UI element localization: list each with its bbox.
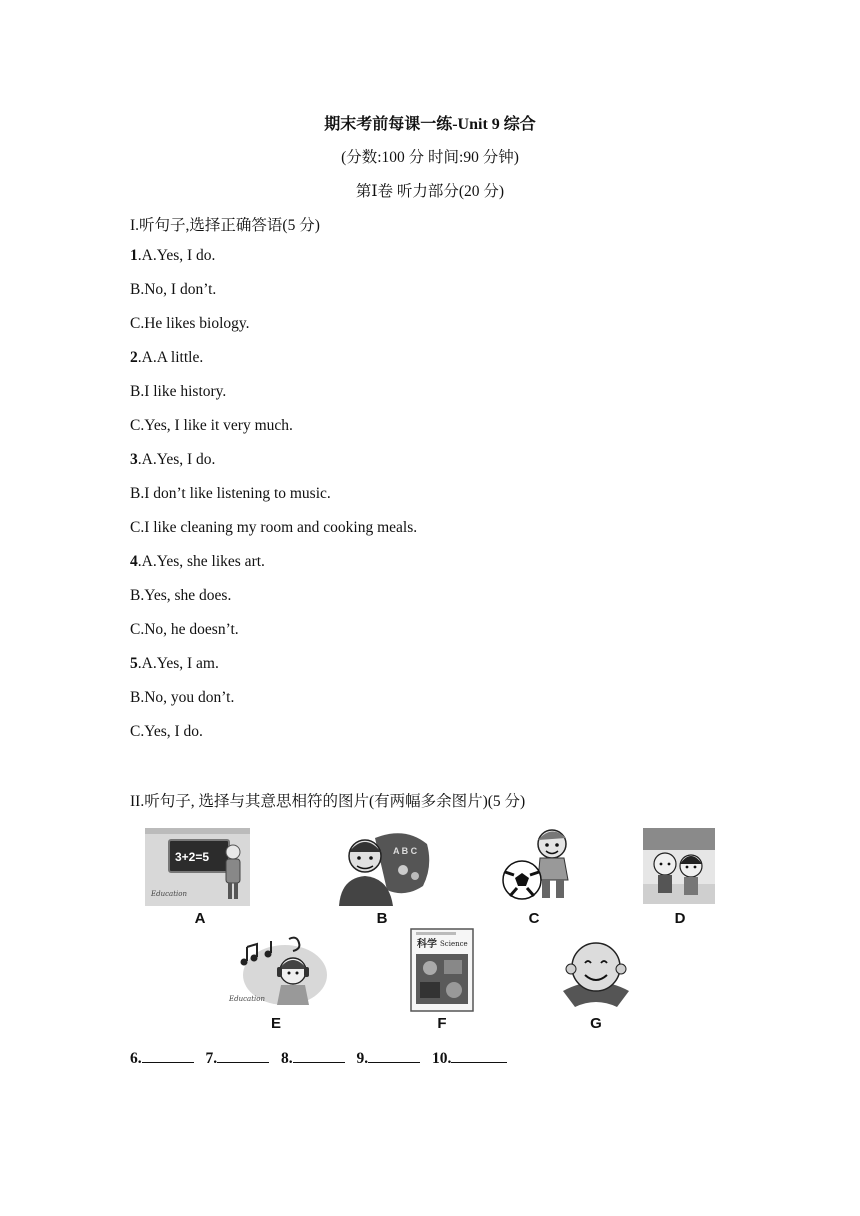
blackboard-text: 3+2=5 <box>175 850 210 864</box>
picture-g-smiling-child <box>557 933 635 1011</box>
question-1-option-a <box>130 247 215 265</box>
question-1-option-c: C.He likes biology. <box>130 315 250 332</box>
question-4-option-b: B.Yes, she does. <box>130 587 232 604</box>
question-4-option-a <box>130 553 265 571</box>
cover-title-cn: 科学 <box>417 939 437 950</box>
question-number: 1 <box>130 247 138 264</box>
publisher-mark: Education <box>151 890 187 898</box>
answer-9-label: 9. <box>356 1050 369 1067</box>
question-5-option-a <box>130 655 219 673</box>
answer-9-blank[interactable] <box>368 1048 420 1063</box>
picture-a-teacher-blackboard <box>145 828 250 906</box>
question-3-option-a <box>130 451 215 469</box>
publisher-mark: Education <box>229 995 265 1003</box>
picture-f-science-book <box>410 928 474 1012</box>
answer-7-label: 7. <box>205 1050 218 1067</box>
answer-8-blank[interactable] <box>293 1048 345 1063</box>
answer-7-blank[interactable] <box>217 1048 269 1063</box>
question-5-option-b: B.No, you don’t. <box>130 689 235 706</box>
part-heading: 第Ⅰ卷 听力部分(20 分) <box>355 183 505 200</box>
answer-blanks <box>130 1048 515 1068</box>
question-number: 4 <box>130 553 138 570</box>
picture-c-boy-soccer <box>500 824 584 904</box>
option-text: .A.Yes, she likes art. <box>137 553 265 570</box>
section2-heading: II.听句子, 选择与其意思相符的图片(有两幅多余图片)(5 分) <box>130 793 526 810</box>
picture-d-two-children <box>643 828 715 904</box>
question-number: 3 <box>130 451 138 468</box>
answer-6-blank[interactable] <box>142 1048 194 1063</box>
answer-10-label: 10. <box>432 1050 452 1067</box>
cover-title-en: Science <box>440 940 468 948</box>
question-2-option-a <box>130 349 203 367</box>
picture-g-label: G <box>590 1015 602 1032</box>
score-time: (分数:100 分 时间:90 分钟) <box>341 149 519 166</box>
picture-e-girl-music <box>227 935 327 1009</box>
letters-text: A B C <box>393 846 418 856</box>
question-number: 2 <box>130 349 138 366</box>
question-2-option-b: B.I like history. <box>130 383 227 400</box>
option-text: .A.Yes, I do. <box>137 247 216 264</box>
answer-6-label: 6. <box>130 1050 142 1067</box>
picture-f-label: F <box>437 1015 447 1032</box>
answer-8-label: 8. <box>281 1050 293 1067</box>
question-2-option-c: C.Yes, I like it very much. <box>130 417 293 434</box>
page-title: 期末考前每课一练-Unit 9 综合 <box>324 116 536 133</box>
question-1-option-b: B.No, I don’t. <box>130 281 217 298</box>
picture-a-label: A <box>194 910 206 927</box>
option-text: .A.A little. <box>137 349 204 366</box>
picture-b-label: B <box>376 910 388 927</box>
section1-heading: I.听句子,选择正确答语(5 分) <box>130 217 320 234</box>
question-3-option-b: B.I don’t like listening to music. <box>130 485 331 502</box>
question-4-option-c: C.No, he doesn’t. <box>130 621 239 638</box>
option-text: .A.Yes, I do. <box>137 451 216 468</box>
question-3-option-c: C.I like cleaning my room and cooking meals. <box>130 519 418 536</box>
picture-e-label: E <box>270 1015 281 1032</box>
question-number: 5 <box>130 655 138 672</box>
picture-b-man-letters <box>335 826 433 906</box>
question-5-option-c: C.Yes, I do. <box>130 723 203 740</box>
answer-10-blank[interactable] <box>451 1048 507 1063</box>
picture-c-label: C <box>528 910 540 927</box>
picture-d-label: D <box>674 910 686 927</box>
option-text: .A.Yes, I am. <box>137 655 219 672</box>
